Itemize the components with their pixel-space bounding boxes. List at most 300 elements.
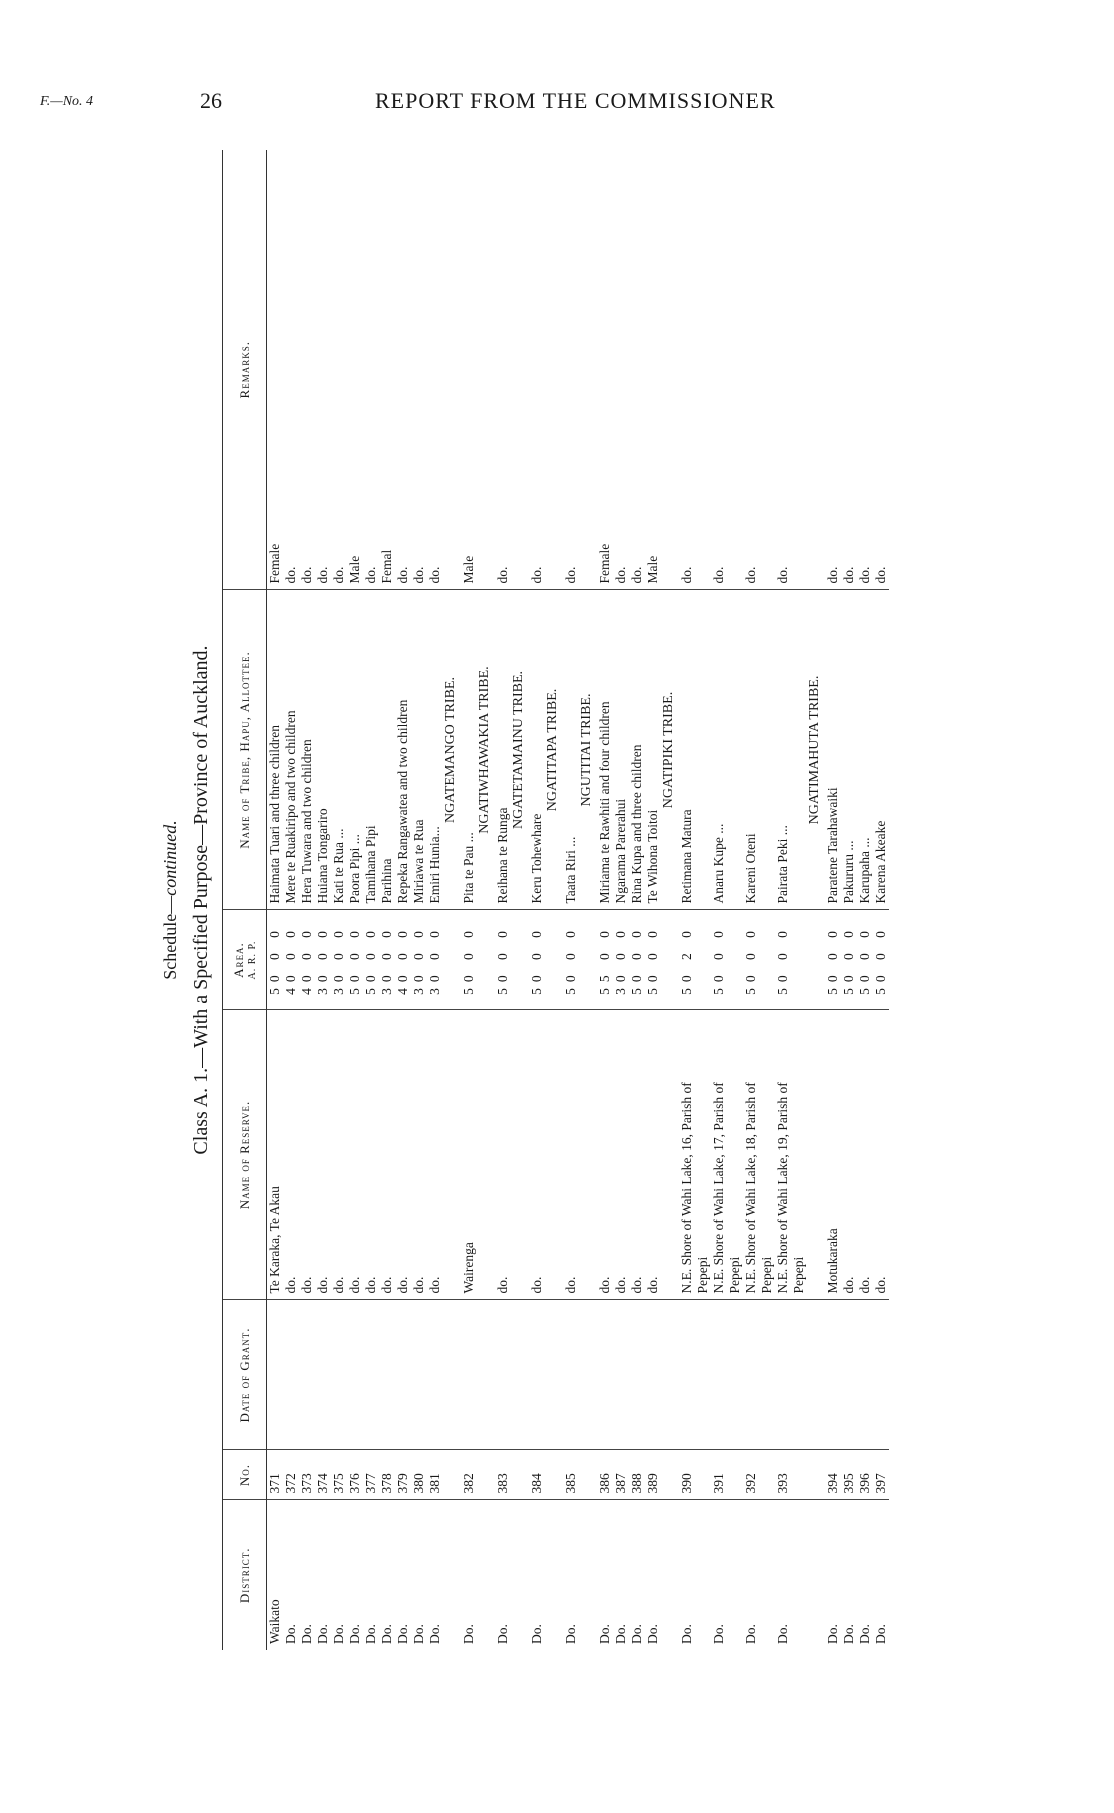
number-cell: 381 — [427, 1450, 443, 1500]
empty-cell — [477, 1010, 495, 1300]
number-cell: 383 — [495, 1450, 511, 1500]
remarks-cell: do. — [315, 150, 331, 590]
col-area-sub: A. R. P. — [247, 940, 258, 980]
area-cell: 50 0 0 — [267, 910, 284, 1010]
allottee-cell: Ngarama Parerahui — [613, 590, 629, 910]
area-cell: 55 0 0 — [597, 910, 613, 1010]
remarks-cell: do. — [825, 150, 841, 590]
area-cell: 50 0 0 — [563, 910, 579, 1010]
empty-cell — [759, 1450, 775, 1500]
table-row — [299, 150, 315, 1650]
date-cell — [857, 1300, 873, 1450]
date-cell — [299, 1300, 315, 1450]
district-cell: Do. — [363, 1624, 378, 1644]
area-cell: 30 0 0 — [379, 910, 395, 1010]
table-row-continuation — [759, 150, 775, 1650]
empty-cell — [511, 150, 529, 590]
table-row — [645, 150, 661, 1650]
tribe-heading-row — [443, 150, 461, 1650]
number-cell: 371 — [267, 1450, 284, 1500]
empty-cell — [511, 1300, 529, 1450]
table-row — [825, 150, 841, 1650]
area-cell: 30 0 0 — [613, 910, 629, 1010]
date-cell — [347, 1300, 363, 1450]
tribe-heading-row — [661, 150, 679, 1650]
date-cell — [597, 1300, 613, 1450]
area-cell: 40 0 0 — [395, 910, 411, 1010]
allottee-cell: Repeka Rangawatea and two children — [395, 590, 411, 910]
area-cell: 50 2 0 — [679, 910, 695, 1010]
reserve-cell: do. — [331, 1010, 347, 1300]
table-row-continuation — [695, 150, 711, 1650]
remarks-cell: do. — [395, 150, 411, 590]
empty-cell — [759, 590, 775, 910]
district-cell: Do. — [679, 1624, 694, 1644]
reserve-continuation: Pepepi — [695, 1010, 711, 1300]
reserve-cell: do. — [597, 1010, 613, 1300]
table-row — [461, 150, 477, 1650]
date-cell — [267, 1300, 284, 1450]
empty-cell — [807, 910, 825, 1010]
remarks-cell: do. — [873, 150, 889, 590]
number-cell: 387 — [613, 1450, 629, 1500]
allottee-cell: Anaru Kupe ... — [711, 590, 727, 910]
table-row — [743, 150, 759, 1650]
allottee-cell: Mere te Ruakiripo and two children — [283, 590, 299, 910]
table-body — [267, 150, 890, 1650]
tribe-heading: NGATITAPA TRIBE. — [545, 590, 563, 910]
date-cell — [629, 1300, 645, 1450]
empty-cell — [791, 1300, 807, 1450]
remarks-cell: Femal — [379, 150, 395, 590]
district-cell: Do. — [873, 1624, 888, 1644]
empty-cell — [791, 1500, 807, 1650]
col-area — [223, 910, 267, 1010]
table-row — [379, 150, 395, 1650]
date-cell — [775, 1300, 791, 1450]
table-row — [363, 150, 379, 1650]
rotated-schedule — [160, 150, 1060, 1650]
date-cell — [495, 1300, 511, 1450]
tribe-heading-row — [545, 150, 563, 1650]
number-cell: 391 — [711, 1450, 727, 1500]
area-cell: 50 0 0 — [363, 910, 379, 1010]
empty-cell — [695, 590, 711, 910]
date-cell — [613, 1300, 629, 1450]
number-cell: 386 — [597, 1450, 613, 1500]
table-row-continuation — [727, 150, 743, 1650]
date-cell — [743, 1300, 759, 1450]
empty-cell — [579, 1300, 597, 1450]
empty-cell — [759, 1300, 775, 1450]
empty-cell — [695, 1500, 711, 1650]
date-cell — [331, 1300, 347, 1450]
district-cell: Do. — [495, 1624, 510, 1644]
number-cell: 376 — [347, 1450, 363, 1500]
district-cell: Do. — [825, 1624, 840, 1644]
number-cell: 379 — [395, 1450, 411, 1500]
date-cell — [679, 1300, 695, 1450]
remarks-cell: do. — [529, 150, 545, 590]
col-remarks: Remarks. — [223, 150, 267, 590]
table-row — [395, 150, 411, 1650]
empty-cell — [727, 1300, 743, 1450]
empty-cell — [477, 1500, 495, 1650]
table-row — [563, 150, 579, 1650]
allottee-cell: Rina Kupa and three children — [629, 590, 645, 910]
district-cell: Do. — [461, 1624, 476, 1644]
reserve-cell: do. — [645, 1010, 661, 1300]
allottee-cell: Hera Tuwara and two children — [299, 590, 315, 910]
remarks-cell: do. — [775, 150, 791, 590]
tribe-heading: NGATIWHAWAKIA TRIBE. — [477, 590, 495, 910]
reserve-cell: N.E. Shore of Wahi Lake, 17, Parish of — [711, 1010, 727, 1300]
district-cell: Do. — [597, 1624, 612, 1644]
allottee-cell: Pita te Pau ... — [461, 590, 477, 910]
area-cell: 50 0 0 — [841, 910, 857, 1010]
date-cell — [395, 1300, 411, 1450]
empty-cell — [443, 1450, 461, 1500]
table-row — [495, 150, 511, 1650]
area-cell: 50 0 0 — [629, 910, 645, 1010]
number-cell: 385 — [563, 1450, 579, 1500]
tribe-heading: NGATIPIKI TRIBE. — [661, 590, 679, 910]
reserve-cell: N.E. Shore of Wahi Lake, 18, Parish of — [743, 1010, 759, 1300]
remarks-cell: do. — [563, 150, 579, 590]
empty-cell — [727, 150, 743, 590]
allottee-cell: Karupaha ... — [857, 590, 873, 910]
empty-cell — [791, 590, 807, 910]
number-cell: 375 — [331, 1450, 347, 1500]
empty-cell — [807, 1300, 825, 1450]
remarks-cell: do. — [283, 150, 299, 590]
area-cell: 40 0 0 — [299, 910, 315, 1010]
empty-cell — [661, 150, 679, 590]
tribe-heading-row — [579, 150, 597, 1650]
remarks-cell: do. — [629, 150, 645, 590]
tribe-heading-row — [807, 150, 825, 1650]
area-cell: 50 0 0 — [461, 910, 477, 1010]
date-cell — [563, 1300, 579, 1450]
reserve-cell: N.E. Shore of Wahi Lake, 16, Parish of — [679, 1010, 695, 1300]
empty-cell — [727, 590, 743, 910]
table-row — [427, 150, 443, 1650]
table-row — [711, 150, 727, 1650]
district-cell: Do. — [427, 1624, 442, 1644]
number-cell: 382 — [461, 1450, 477, 1500]
number-cell: 377 — [363, 1450, 379, 1500]
empty-cell — [661, 1010, 679, 1300]
number-cell: 372 — [283, 1450, 299, 1500]
empty-cell — [727, 910, 743, 1010]
allottee-cell: Miriama te Rawhiti and four children — [597, 590, 613, 910]
remarks-cell: Male — [461, 150, 477, 590]
empty-cell — [579, 1450, 597, 1500]
number-cell: 384 — [529, 1450, 545, 1500]
remarks-cell: do. — [299, 150, 315, 590]
empty-cell — [807, 1010, 825, 1300]
remarks-cell: Female — [267, 150, 284, 590]
empty-cell — [727, 1500, 743, 1650]
allottee-cell: Taata Riri ... — [563, 590, 579, 910]
allottee-cell: Pakururu ... — [841, 590, 857, 910]
empty-cell — [759, 1500, 775, 1650]
page-title: REPORT FROM THE COMMISSIONER — [375, 88, 776, 113]
district-cell: Do. — [711, 1624, 726, 1644]
allottee-cell: Reihana te Runga — [495, 590, 511, 910]
number-cell: 388 — [629, 1450, 645, 1500]
schedule-title — [160, 150, 181, 1650]
reserve-cell: do. — [411, 1010, 427, 1300]
empty-cell — [695, 910, 711, 1010]
reserve-cell: do. — [299, 1010, 315, 1300]
date-cell — [427, 1300, 443, 1450]
empty-cell — [545, 150, 563, 590]
district-cell: Do. — [645, 1624, 660, 1644]
empty-cell — [807, 150, 825, 590]
empty-cell — [545, 1500, 563, 1650]
date-cell — [841, 1300, 857, 1450]
number-cell: 374 — [315, 1450, 331, 1500]
area-cell: 50 0 0 — [711, 910, 727, 1010]
date-cell — [363, 1300, 379, 1450]
table-header-row — [223, 150, 267, 1650]
empty-cell — [443, 1010, 461, 1300]
empty-cell — [545, 910, 563, 1010]
empty-cell — [443, 910, 461, 1010]
date-cell — [873, 1300, 889, 1450]
allottee-cell: Haimata Tuari and three children — [267, 590, 284, 910]
reserve-cell: do. — [495, 1010, 511, 1300]
table-row — [857, 150, 873, 1650]
area-cell: 50 0 0 — [495, 910, 511, 1010]
tribe-heading-row — [477, 150, 495, 1650]
table-row — [347, 150, 363, 1650]
empty-cell — [661, 1500, 679, 1650]
number-cell: 397 — [873, 1450, 889, 1500]
empty-cell — [477, 1300, 495, 1450]
allottee-cell: Pairata Peki ... — [775, 590, 791, 910]
allottee-cell: Kati te Rua ... — [331, 590, 347, 910]
number-cell: 393 — [775, 1450, 791, 1500]
empty-cell — [695, 150, 711, 590]
col-district: District. — [223, 1500, 267, 1650]
empty-cell — [759, 910, 775, 1010]
remarks-cell: do. — [495, 150, 511, 590]
empty-cell — [759, 150, 775, 590]
district-cell: Do. — [841, 1624, 856, 1644]
district-cell: Do. — [857, 1624, 872, 1644]
remarks-cell: do. — [743, 150, 759, 590]
area-cell: 50 0 0 — [825, 910, 841, 1010]
empty-cell — [661, 910, 679, 1010]
reserve-continuation: Pepepi — [727, 1010, 743, 1300]
reserve-cell: do. — [873, 1010, 889, 1300]
table-row — [679, 150, 695, 1650]
col-date: Date of Grant. — [223, 1300, 267, 1450]
area-cell: 40 0 0 — [283, 910, 299, 1010]
district-cell: Do. — [411, 1624, 426, 1644]
number-cell: 378 — [379, 1450, 395, 1500]
empty-cell — [443, 150, 461, 590]
district-cell: Do. — [331, 1624, 346, 1644]
table-row — [331, 150, 347, 1650]
col-name: Name of Tribe, Hapu, Allottee. — [223, 590, 267, 910]
district-cell: Do. — [395, 1624, 410, 1644]
date-cell — [461, 1300, 477, 1450]
reserve-cell: do. — [283, 1010, 299, 1300]
reserve-cell: Motukaraka — [825, 1010, 841, 1300]
allottee-cell: Paratene Tarahawaiki — [825, 590, 841, 910]
col-no: No. — [223, 1450, 267, 1500]
remarks-cell: do. — [331, 150, 347, 590]
page-header — [30, 88, 1090, 120]
table-row — [529, 150, 545, 1650]
district-cell: Do. — [775, 1624, 790, 1644]
district-cell: Do. — [283, 1624, 298, 1644]
empty-cell — [661, 1300, 679, 1450]
date-cell — [825, 1300, 841, 1450]
reserve-cell: do. — [629, 1010, 645, 1300]
district-cell: Do. — [529, 1624, 544, 1644]
area-cell: 30 0 0 — [331, 910, 347, 1010]
allottee-cell: Keru Tohewhare — [529, 590, 545, 910]
empty-cell — [579, 150, 597, 590]
table-row — [629, 150, 645, 1650]
area-cell: 50 0 0 — [529, 910, 545, 1010]
remarks-cell: Male — [347, 150, 363, 590]
allottee-cell: Huiana Tongariro — [315, 590, 331, 910]
empty-cell — [807, 1450, 825, 1500]
table-row — [411, 150, 427, 1650]
page-number: 26 — [200, 88, 222, 113]
empty-cell — [511, 910, 529, 1010]
table-row — [873, 150, 889, 1650]
empty-cell — [791, 150, 807, 590]
document-reference: F.—No. 4 — [40, 94, 94, 109]
area-cell: 50 0 0 — [775, 910, 791, 1010]
number-cell: 373 — [299, 1450, 315, 1500]
reserve-cell: do. — [563, 1010, 579, 1300]
schedule-table — [222, 150, 889, 1650]
date-cell — [315, 1300, 331, 1450]
table-row — [267, 150, 284, 1650]
district-cell: Waikato — [267, 1599, 282, 1644]
district-cell: Do. — [563, 1624, 578, 1644]
empty-cell — [695, 1450, 711, 1500]
empty-cell — [477, 150, 495, 590]
number-cell: 396 — [857, 1450, 873, 1500]
empty-cell — [477, 910, 495, 1010]
empty-cell — [545, 1450, 563, 1500]
number-cell: 394 — [825, 1450, 841, 1500]
table-row — [597, 150, 613, 1650]
empty-cell — [579, 1010, 597, 1300]
col-reserve: Name of Reserve. — [223, 1010, 267, 1300]
empty-cell — [477, 1450, 495, 1500]
reserve-continuation: Pepepi — [791, 1010, 807, 1300]
allottee-cell: Tamihana Pipi — [363, 590, 379, 910]
reserve-continuation: Pepepi — [759, 1010, 775, 1300]
empty-cell — [807, 1500, 825, 1650]
reserve-cell: do. — [347, 1010, 363, 1300]
reserve-cell: do. — [529, 1010, 545, 1300]
remarks-cell: do. — [679, 150, 695, 590]
empty-cell — [579, 1500, 597, 1650]
number-cell: 389 — [645, 1450, 661, 1500]
tribe-heading: NGATIMAHUTA TRIBE. — [807, 590, 825, 910]
area-cell: 30 0 0 — [411, 910, 427, 1010]
district-cell: Do. — [379, 1624, 394, 1644]
reserve-cell: do. — [315, 1010, 331, 1300]
reserve-cell: do. — [613, 1010, 629, 1300]
remarks-cell: Female — [597, 150, 613, 590]
empty-cell — [545, 1010, 563, 1300]
remarks-cell: do. — [363, 150, 379, 590]
number-cell: 390 — [679, 1450, 695, 1500]
area-cell: 50 0 0 — [743, 910, 759, 1010]
empty-cell — [791, 1450, 807, 1500]
empty-cell — [579, 910, 597, 1010]
remarks-cell: do. — [711, 150, 727, 590]
table-row — [613, 150, 629, 1650]
district-cell: Do. — [347, 1624, 362, 1644]
reserve-cell: do. — [363, 1010, 379, 1300]
class-title: Class A. 1.—With a Specified Purpose—Province of Auckland. — [190, 645, 212, 1155]
tribe-heading: NGUTITAI TRIBE. — [579, 590, 597, 910]
remarks-cell: do. — [613, 150, 629, 590]
empty-cell — [727, 1450, 743, 1500]
empty-cell — [661, 1450, 679, 1500]
area-cell: 50 0 0 — [857, 910, 873, 1010]
reserve-cell: do. — [427, 1010, 443, 1300]
remarks-cell: do. — [411, 150, 427, 590]
empty-cell — [511, 1450, 529, 1500]
reserve-cell: do. — [841, 1010, 857, 1300]
tribe-heading-row — [511, 150, 529, 1650]
empty-cell — [511, 1010, 529, 1300]
allottee-cell: Retimana Matura — [679, 590, 695, 910]
col-area-label: Area. — [231, 942, 246, 978]
remarks-cell: Male — [645, 150, 661, 590]
date-cell — [379, 1300, 395, 1450]
table-row — [775, 150, 791, 1650]
number-cell: 395 — [841, 1450, 857, 1500]
number-cell: 392 — [743, 1450, 759, 1500]
table-row — [315, 150, 331, 1650]
reserve-cell: do. — [857, 1010, 873, 1300]
reserve-cell: N.E. Shore of Wahi Lake, 19, Parish of — [775, 1010, 791, 1300]
remarks-cell: do. — [841, 150, 857, 590]
district-cell: Do. — [629, 1624, 644, 1644]
empty-cell — [511, 1500, 529, 1650]
table-row-continuation — [791, 150, 807, 1650]
date-cell — [529, 1300, 545, 1450]
table-row — [841, 150, 857, 1650]
district-cell: Do. — [299, 1624, 314, 1644]
allottee-cell: Karena Akeake — [873, 590, 889, 910]
remarks-cell: do. — [427, 150, 443, 590]
date-cell — [711, 1300, 727, 1450]
allottee-cell: Kareni Oteni — [743, 590, 759, 910]
tribe-heading: NGATEMANGO TRIBE. — [443, 590, 461, 910]
empty-cell — [791, 910, 807, 1010]
number-cell: 380 — [411, 1450, 427, 1500]
reserve-cell: do. — [379, 1010, 395, 1300]
date-cell — [411, 1300, 427, 1450]
reserve-cell: Te Karaka, Te Akau — [267, 1010, 284, 1300]
allottee-cell: Paora Pipi ... — [347, 590, 363, 910]
